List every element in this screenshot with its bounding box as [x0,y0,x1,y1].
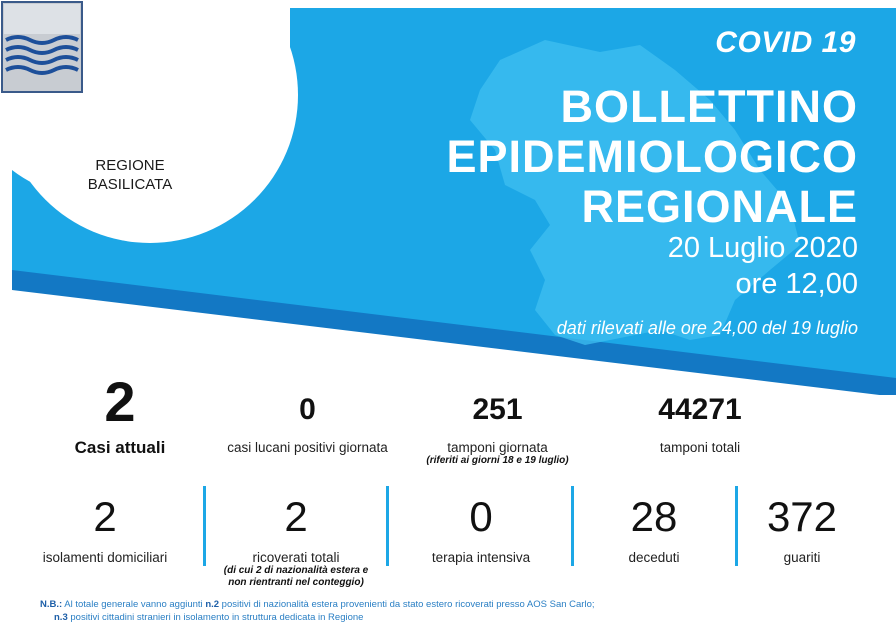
data-note: dati rilevati alle ore 24,00 del 19 luglio [556,318,858,338]
time-text: ore 12,00 [735,268,858,300]
region-name [60,156,200,194]
footer-note [40,598,595,624]
bulletin-date [668,230,858,302]
footer-text: positivi cittadini stranieri in isolamento in struttura dedicata in Regione [67,612,364,623]
stat-label: tamponi giornata [447,440,548,455]
stat-label: deceduti [628,550,680,565]
stat-value: 44271 [658,393,742,426]
region-crest-icon [0,0,84,98]
footer-line-2 [40,611,595,624]
stat-tamponi-totali [610,392,790,455]
stat-value: 251 [472,393,523,426]
stat-positivi-giornata [205,392,410,455]
stat-tamponi-giornata [400,392,595,467]
footer-count: n.3 [54,612,68,623]
bulletin-title [446,82,858,232]
stat-value: 2 [284,493,308,540]
region-line-2: BASILICATA [87,176,173,193]
stat-label: terapia intensiva [431,550,531,565]
stat-label: Casi attuali [74,438,166,457]
stat-value: 0 [469,493,493,540]
column-divider [386,486,389,566]
stat-value: 28 [630,493,678,540]
stat-label: guariti [783,550,821,565]
stat-label: tamponi totali [659,440,741,455]
region-line-1: REGIONE [95,157,165,174]
column-divider [571,486,574,566]
stat-terapia [392,494,570,565]
stat-isolamenti [20,494,190,565]
footer-text: positivi di nazionalità estera provenienti da stato estero ricoverati presso AOS San Carlo; [219,599,595,610]
column-divider [735,486,738,566]
date-text: 20 Luglio 2020 [667,232,858,264]
stat-label: ricoverati totali [252,550,340,565]
nb-label: N.B.: [40,599,63,610]
title-line-2: EPIDEMIOLOGICO [446,131,858,182]
title-line-3: REGIONALE [581,181,858,232]
stat-label: isolamenti domiciliari [42,550,168,565]
footer-count: n.2 [205,599,220,610]
title-line-1: BOLLETTINO [560,81,858,132]
stat-note-1: (di cui 2 di nazionalità estera e [223,565,369,576]
stat-value: 2 [104,370,136,433]
stat-label: casi lucani positivi giornata [227,440,388,455]
covid-title: COVID 19 [715,26,856,59]
column-divider [203,486,206,566]
stat-value: 2 [93,493,117,540]
stat-note-2: non rientranti nel conteggio) [228,577,364,588]
stat-ricoverati [208,494,384,589]
stat-casi-attuali [50,372,190,458]
stat-value: 372 [766,493,838,540]
footer-text: Al totale generale vanno aggiunti [62,599,206,610]
stat-value: 0 [299,393,316,426]
stat-deceduti [578,494,730,565]
footer-line-1 [40,598,595,611]
stat-note: (riferiti ai giorni 18 e 19 luglio) [426,455,569,466]
stat-guariti [740,494,864,565]
